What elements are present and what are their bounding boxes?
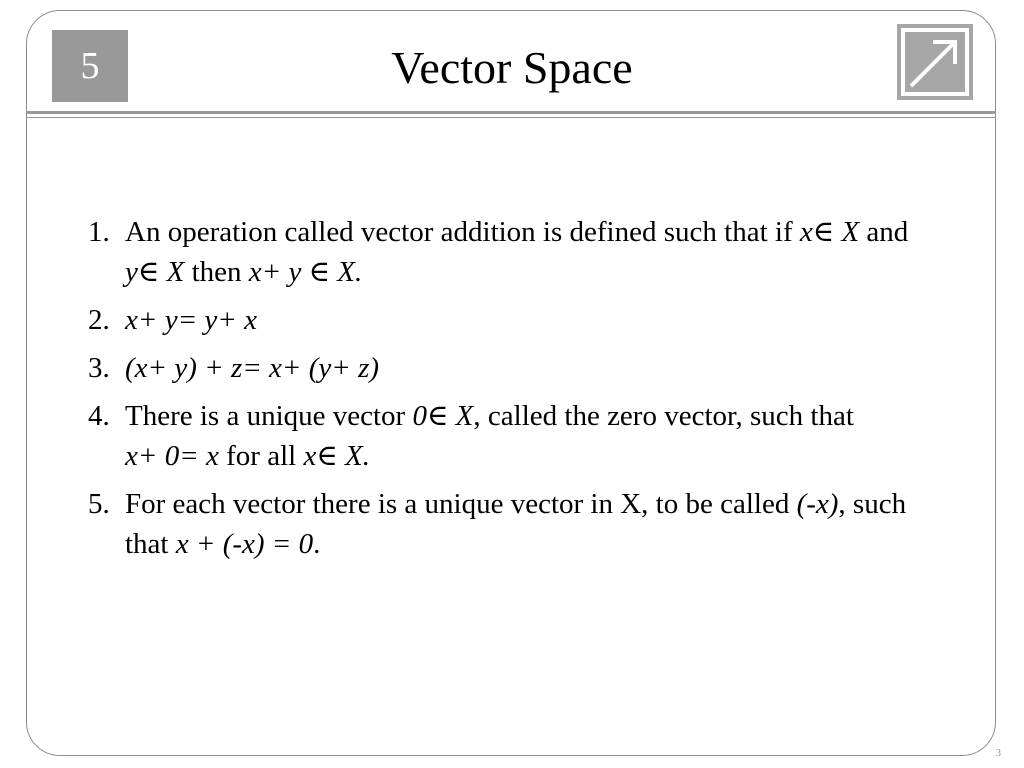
- math-expression: y∈ X: [125, 256, 185, 288]
- slide-title: Vector Space: [391, 42, 633, 93]
- math-expression: (x+ y) + z= x+ (y+ z): [125, 352, 380, 384]
- math-expression: x+ 0= x: [125, 440, 219, 472]
- item-number: 2.: [88, 304, 110, 336]
- item-number: 1.: [88, 216, 110, 248]
- axiom-item-2: [88, 300, 928, 340]
- diagonal-arrow-icon-graphic: [897, 24, 973, 100]
- page-number: 3: [996, 748, 1001, 759]
- item-text: , such that: [125, 488, 907, 560]
- header-rule-thin: [27, 117, 996, 118]
- item-text: .: [313, 528, 321, 560]
- math-expression: x+ y= y+ x: [125, 304, 257, 336]
- axiom-item-3: [88, 348, 928, 388]
- item-text: for all: [226, 440, 297, 472]
- math-expression: (-x): [796, 488, 839, 520]
- math-expression: x∈ X: [799, 216, 860, 248]
- item-number: 4.: [88, 400, 110, 432]
- item-number: 3.: [88, 352, 110, 384]
- header-rule-thick: [27, 111, 996, 114]
- math-expression: x∈ X.: [303, 440, 371, 472]
- item-text: There is a unique vector: [125, 400, 406, 432]
- item-text: For each vector there is a unique vector in X, to be called: [125, 488, 790, 520]
- chapter-badge: 5: [52, 30, 128, 102]
- axiom-list: [88, 212, 928, 572]
- math-expression: 0∈ X: [412, 400, 474, 432]
- math-expression: x+ y ∈ X.: [248, 256, 363, 288]
- item-text: then: [191, 256, 242, 288]
- item-text: , called the zero vector, such that: [473, 400, 854, 432]
- math-expression: x + (-x) = 0: [175, 528, 314, 560]
- item-number: 5.: [88, 488, 110, 520]
- axiom-item-1: [88, 212, 928, 292]
- item-text: and: [866, 216, 909, 248]
- item-text: An operation called vector addition is defined such that if: [125, 216, 793, 248]
- axiom-item-4: [88, 396, 928, 476]
- axiom-item-5: [88, 484, 928, 564]
- diagonal-arrow-icon[interactable]: [897, 24, 973, 100]
